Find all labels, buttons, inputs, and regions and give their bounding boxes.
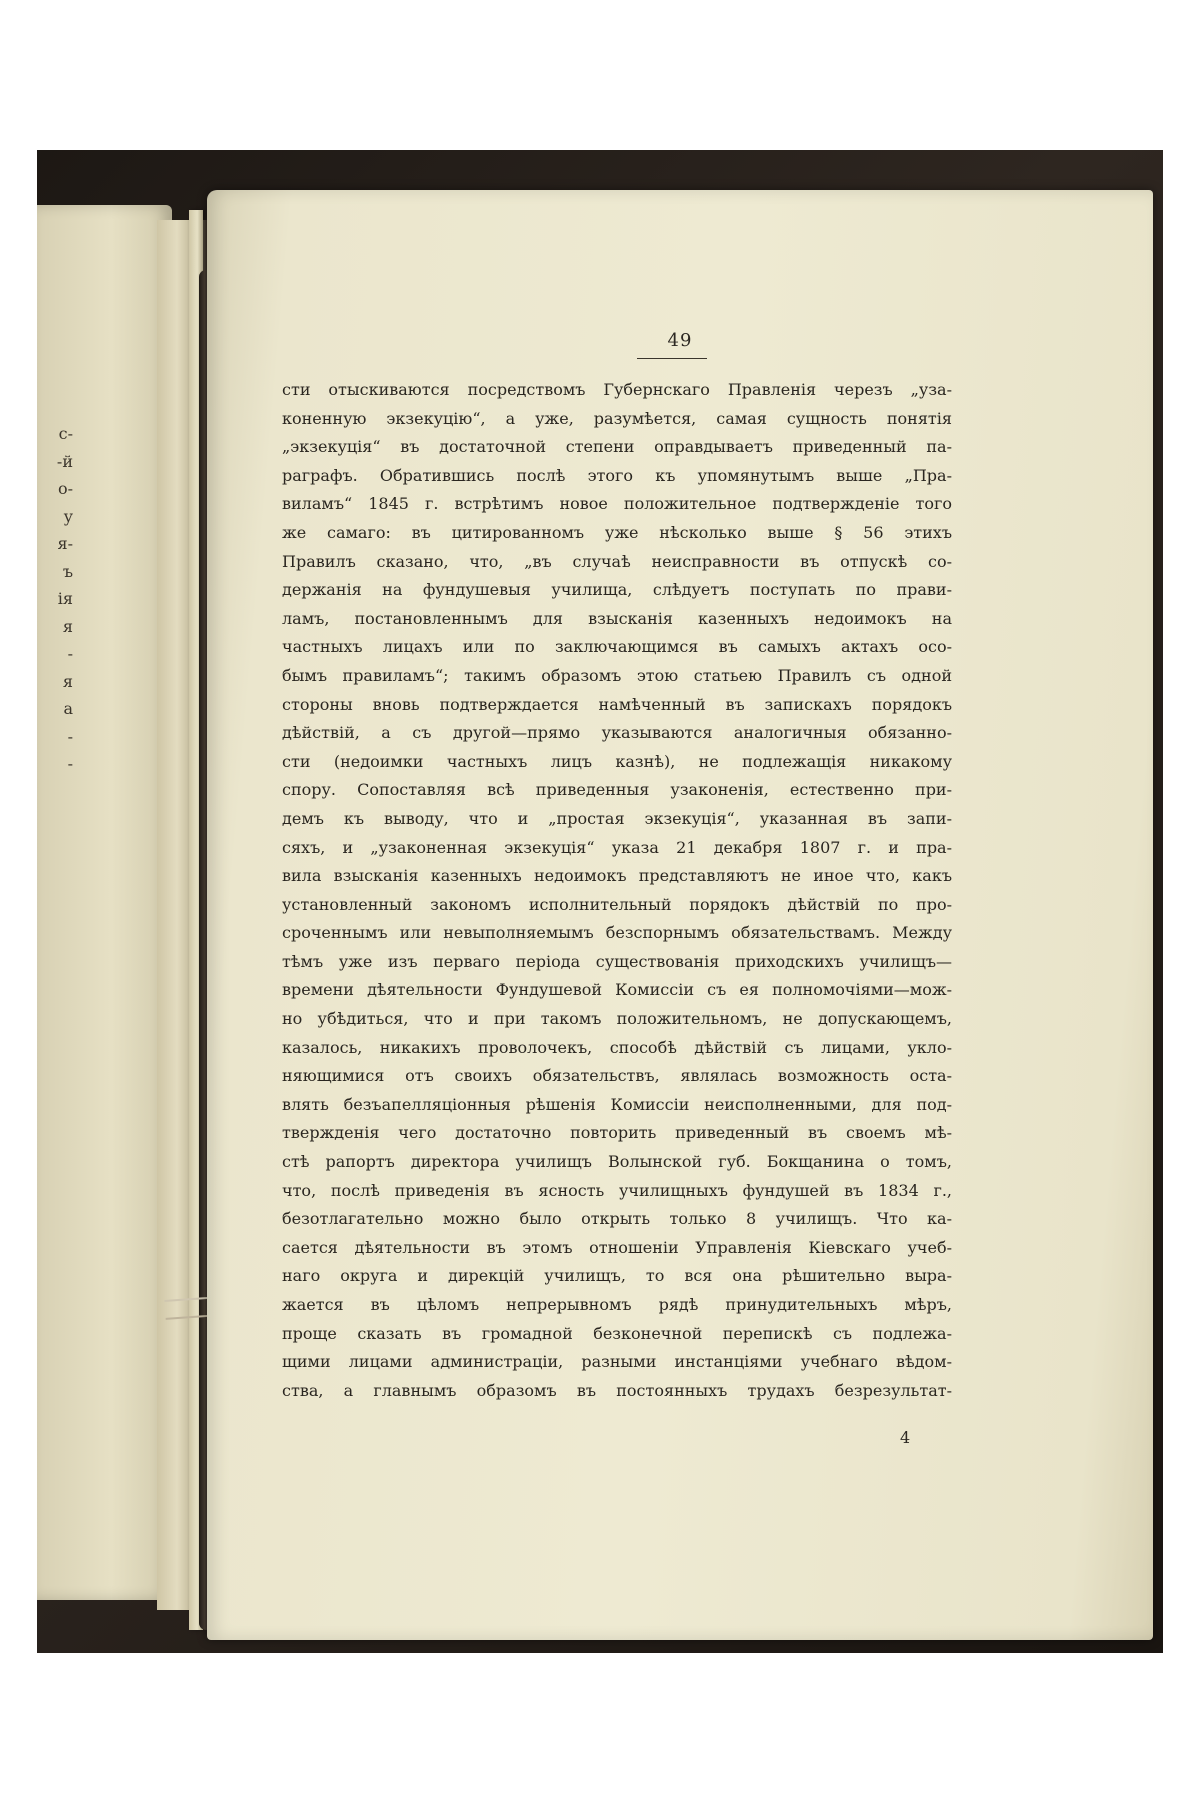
text-line: раграфъ. Обратившись послѣ этого къ упомянутымъ выше „Пра- xyxy=(282,465,952,485)
left-page-text-fragments xyxy=(37,420,77,778)
text-line: коненную экзекуцію“, а уже, разумѣется, самая сущность понятія xyxy=(282,408,952,428)
left-fragment: с- xyxy=(58,424,73,443)
right-page xyxy=(207,190,1153,1640)
left-fragment: а xyxy=(63,699,73,718)
text-line: стѣ рапортъ директора училищъ Волынской губ. Бокщанина о томъ, xyxy=(282,1152,952,1172)
text-line: наго округа и дирекцій училищъ, то вся она рѣшительно выра- xyxy=(282,1266,952,1286)
text-line: безотлагательно можно было открыть только 8 училищъ. Что ка- xyxy=(282,1209,952,1229)
book-photo xyxy=(37,150,1163,1653)
text-line: дѣйствій, а съ другой—прямо указываются аналогичныя обязанно- xyxy=(282,723,952,743)
left-page xyxy=(37,205,172,1600)
left-fragment: - xyxy=(67,726,73,746)
text-line: тѣмъ уже изъ перваго періода существованія приходскихъ училищъ— xyxy=(282,951,952,971)
left-fragment: у xyxy=(63,506,73,526)
text-line: проще сказать въ громадной безконечной перепискѣ съ подлежа- xyxy=(282,1323,952,1343)
text-line: установленный закономъ исполнительный порядокъ дѣйствій по про- xyxy=(282,894,952,914)
text-line: ства, а главнымъ образомъ въ постоянныхъ трудахъ безрезультат- xyxy=(282,1380,952,1400)
left-fragment: я xyxy=(62,616,73,636)
left-fragment: - xyxy=(67,644,73,663)
text-line: сти (недоимки частныхъ лицъ казнѣ), не подлежащія никакому xyxy=(282,751,952,771)
left-fragment: -й xyxy=(56,451,73,471)
text-line: но убѣдиться, что и при такомъ положительномъ, не допускающемъ, xyxy=(282,1009,952,1029)
left-fragment: о- xyxy=(57,479,73,498)
text-line: ламъ, постановленнымъ для взысканія казенныхъ недоимокъ на xyxy=(282,608,952,628)
left-fragment: - xyxy=(67,754,73,773)
text-line: „экзекуція“ въ достаточной степени оправдываетъ приведенный па- xyxy=(282,437,952,457)
text-line: стороны вновь подтверждается намѣченный въ запискахъ порядокъ xyxy=(282,694,952,714)
text-line: сроченнымъ или невыполняемымъ безспорнымъ обязательствамъ. Между xyxy=(282,923,952,943)
text-line: частныхъ лицахъ или по заключающимся въ самыхъ актахъ осо- xyxy=(282,637,952,657)
text-line: жается въ цѣломъ непрерывномъ рядѣ принудительныхъ мѣръ, xyxy=(282,1295,952,1314)
signature-mark: 4 xyxy=(900,1428,911,1447)
left-fragment: ъ xyxy=(62,561,73,581)
text-line: вила взысканія казенныхъ недоимокъ представляютъ не иное что, какъ xyxy=(282,866,952,886)
text-line: времени дѣятельности Фундушевой Комиссіи съ ея полномочіями—мож- xyxy=(282,980,952,1000)
left-fragment: я xyxy=(62,671,73,691)
text-line: что, послѣ приведенія въ ясность училищныхъ фундушей въ 1834 г., xyxy=(282,1180,952,1200)
text-line: няющимися отъ своихъ обязательствъ, являлась возможность оста- xyxy=(282,1066,952,1086)
text-line: держанія на фундушевыя училища, слѣдуетъ поступать по прави- xyxy=(282,580,952,600)
text-line: сается дѣятельности въ этомъ отношеніи Управленія Кіевскаго учеб- xyxy=(282,1237,952,1257)
text-line: Правилъ сказано, что, „въ случаѣ неисправности въ отпускѣ со- xyxy=(282,551,952,571)
text-line: виламъ“ 1845 г. встрѣтимъ новое положительное подтвержденіе того xyxy=(282,494,952,514)
text-line: же самаго: въ цитированномъ уже нѣсколько выше § 56 этихъ xyxy=(282,522,952,542)
text-line: сти отыскиваются посредствомъ Губернскаго Правленія черезъ „уза- xyxy=(282,380,952,399)
text-line: демъ къ выводу, что и „простая экзекуція“, указанная въ запи- xyxy=(282,808,952,828)
text-line: твержденія чего достаточно повторить приведенный въ своемъ мѣ- xyxy=(282,1123,952,1143)
text-line: щими лицами администраціи, разными инстанціями учебнаго вѣдом- xyxy=(282,1352,952,1372)
text-line: бымъ правиламъ“; такимъ образомъ этою статьею Правилъ съ одной xyxy=(282,665,952,685)
body-text xyxy=(282,376,952,1405)
left-fragment: я- xyxy=(57,534,73,553)
page-number-rule xyxy=(637,358,707,359)
left-fragment: ія xyxy=(57,589,73,608)
page-number: 49 xyxy=(667,330,693,351)
text-line: казалось, никакихъ проволочекъ, способѣ дѣйствій съ лицами, укло- xyxy=(282,1037,952,1057)
text-line: сяхъ, и „узаконенная экзекуція“ указа 21 декабря 1807 г. и пра- xyxy=(282,837,952,857)
text-line: спору. Сопоставляя всѣ приведенныя узаконенія, естественно при- xyxy=(282,780,952,800)
text-line: влять безъапелляціонныя рѣшенія Комиссіи неисполненными, для под- xyxy=(282,1094,952,1114)
